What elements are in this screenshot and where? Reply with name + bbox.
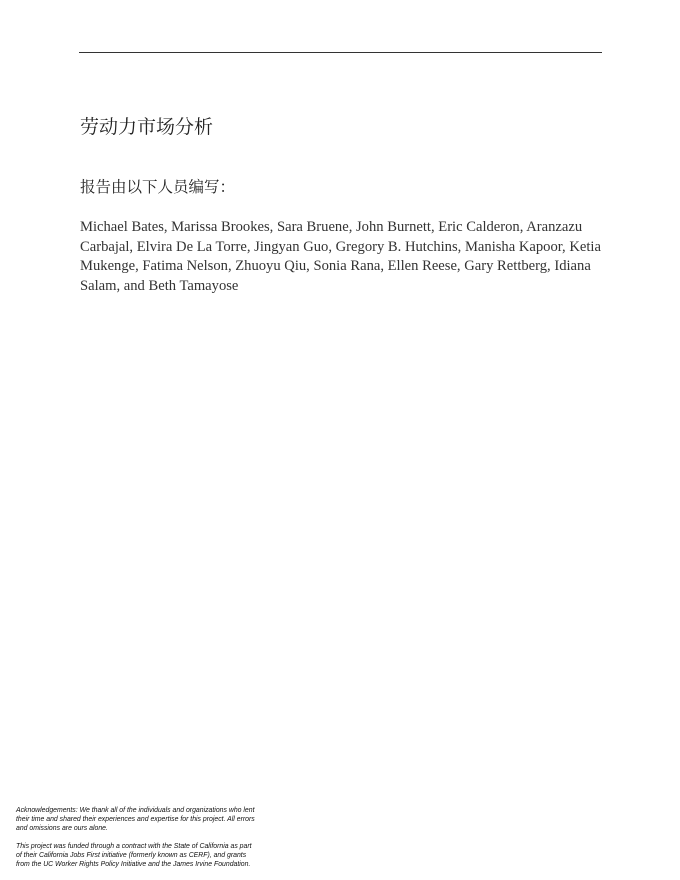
funding-line: from the UC Worker Rights Policy Initiative and the James Irvine Foundation. — [16, 860, 251, 868]
footnotes — [16, 807, 291, 869]
acknowledgements-line: and omissions are ours alone. — [16, 824, 108, 832]
funding-note — [16, 843, 291, 870]
authors-line: Mukenge, Fatima Nelson, Zhuoyu Qiu, Sonia Rana, Ellen Reese, Gary Rettberg, Idiana — [80, 258, 591, 274]
funding-line: This project was funded through a contract with the State of California as part — [16, 842, 252, 850]
acknowledgements-line: Acknowledgements: We thank all of the individuals and organizations who lent — [16, 807, 255, 814]
authors-line: Carbajal, Elvira De La Torre, Jingyan Guo, Gregory B. Hutchins, Manisha Kapoor, Ketia — [80, 238, 601, 255]
acknowledgements-line: their time and shared their experiences and expertise for this project. All errors — [16, 815, 255, 823]
authors-line: Salam, and Beth Tamayose — [80, 277, 239, 294]
authors-line: Michael Bates, Marissa Brookes, Sara Bruene, John Burnett, Eric Calderon, Aranzazu — [80, 219, 583, 235]
acknowledgements-note — [16, 807, 291, 834]
funding-line: of their California Jobs First initiative (formerly known as CERF), and grants — [16, 851, 247, 859]
document-title: 劳动力市场分析 — [80, 117, 214, 138]
header-divider — [79, 52, 602, 53]
authors-list — [80, 218, 610, 296]
footnote-spacer — [16, 834, 291, 843]
prepared-by-label: 报告由以下人员编写： — [80, 179, 236, 196]
